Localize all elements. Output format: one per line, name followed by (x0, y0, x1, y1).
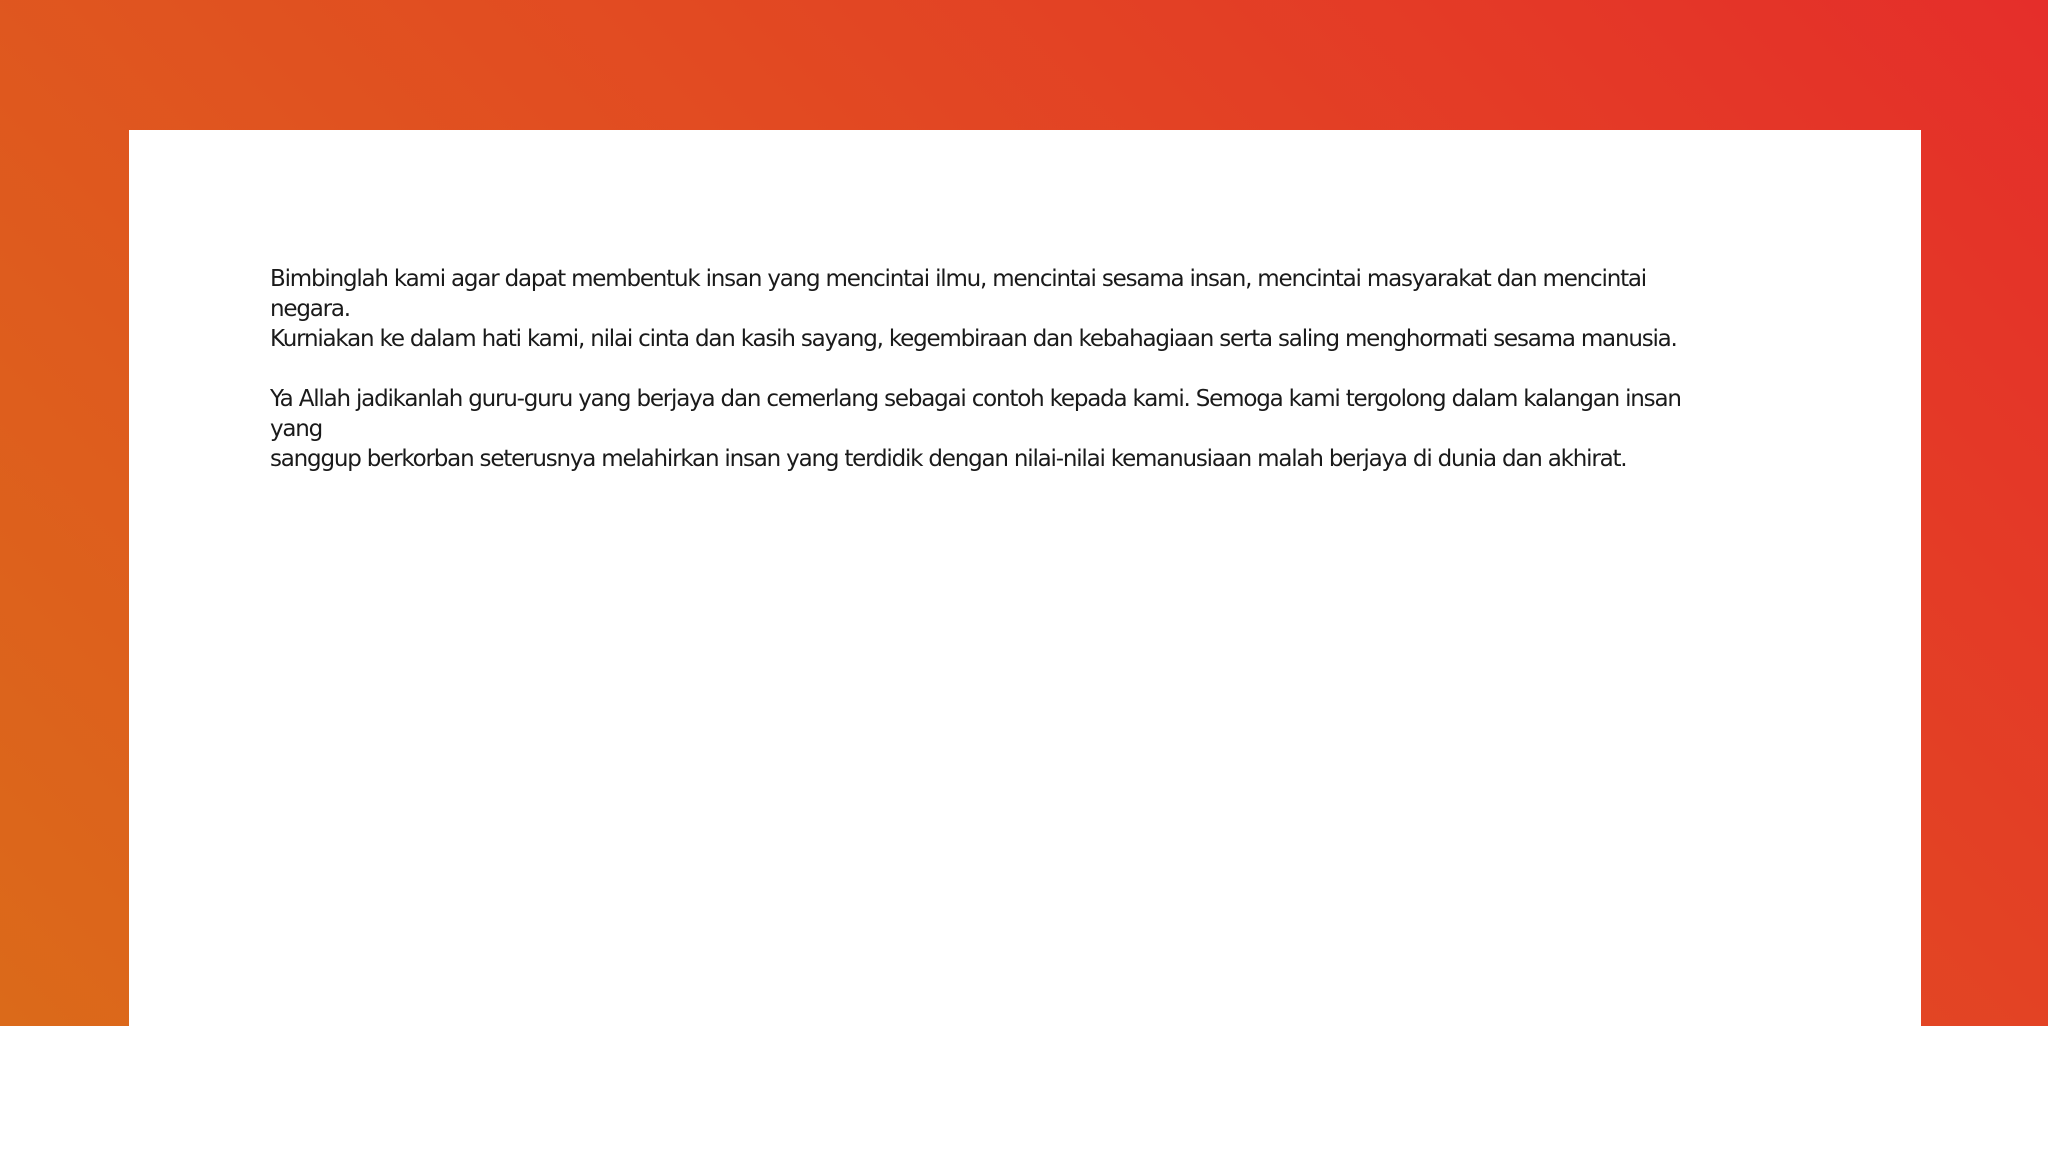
paragraph-2: Ya Allah jadikanlah guru-guru yang berjaya dan cemerlang sebagai contoh kepada kami. Semoga kami tergolong dalam kalangan insan yang sanggup berkorban seterusnya melahirkan insan yang terdidik dengan nilai-nilai kemanusiaan malah berjaya di dunia dan akhirat. (270, 386, 1681, 472)
paragraph-1: Bimbinglah kami agar dapat membentuk insan yang mencintai ilmu, mencintai sesama insan, mencintai masyarakat dan mencintai negara. Kurniakan ke dalam hati kami, nilai cinta dan kasih sayang, kegembiraan dan kebahagiaan serta saling menghormati sesama manusia. (270, 266, 1677, 352)
content-panel (129, 130, 1921, 1026)
text-block (270, 264, 1730, 504)
